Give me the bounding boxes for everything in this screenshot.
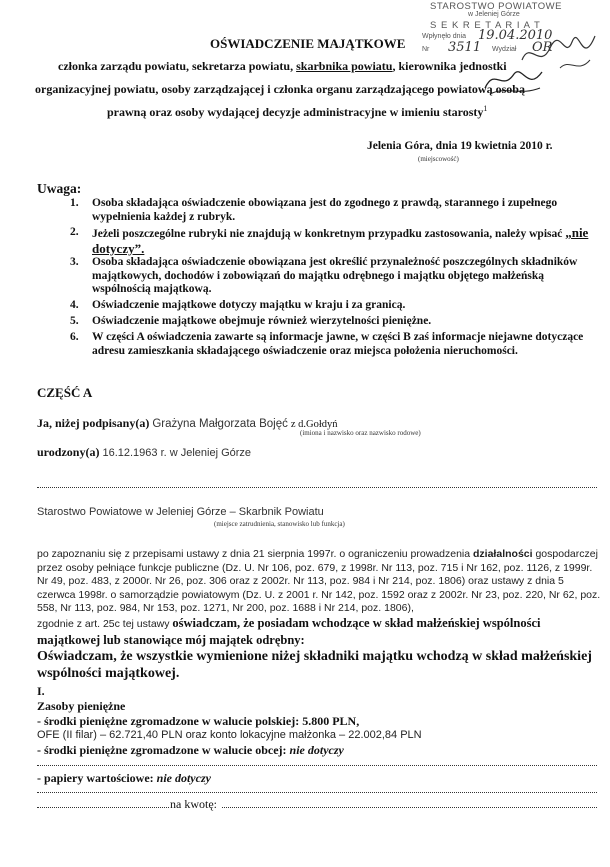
cash-ofe: OFE (II filar) – 62.721,40 PLN oraz konto lokacyjne małżonka – 22.002,84 PLN (37, 729, 422, 741)
birth-label: urodzony(a) (37, 445, 100, 459)
securities-label: - papiery wartościowe: (37, 771, 157, 785)
dotted-rule (37, 487, 597, 488)
declaration: Oświadczam, że wszystkie wymienione niżej składniki majątku wchodzą w skład małżeńskiej wspólności majątkowej. (37, 649, 592, 681)
notice-item-1-number: 1. (70, 197, 79, 209)
notice-item-6-text: W części A oświadczenia zawarte są informacje jawne, w części B zaś informacje niejawne dotyczące adresu zamieszkania składającego oświadczenie oraz miejsca położenia nieruchomości. (92, 331, 584, 357)
law-paragraph-rest: gospodarczej przez osoby pełniące funkcje publiczne (Dz. U. Nr 106, poz. 679, z 1998r. Nr 113, poz. 715 i Nr 162, poz. 1126, z 1999r. Nr 49, poz. 483, z 2000r. Nr 26, poz. 306 oraz z 2002r. Nr 113, poz. 984 i Nr 214, poz. 1806) oraz ustawy z dnia 5 czerwca 1998r. o samorządzie powiatowym (Dz. U. z 2001 r. Nr 142, poz. 1592 oraz z 2002r. Nr 23, poz. 220, Nr 62, poz. 558, Nr 113, poz. 984, Nr 153, poz. 1271, Nr 200, poz. 1688 i Nr 214, poz. 1806), (37, 548, 601, 614)
signatory-maiden-name: z d.Gołdyń (290, 419, 338, 430)
article-statement (37, 615, 605, 648)
signatory-caption: (imiona i nazwisko oraz nazwisko rodowe) (300, 429, 421, 437)
workplace-caption: (miejsce zatrudnienia, stanowisko lub funkcja) (214, 520, 345, 528)
notice-item-2-text (92, 226, 592, 257)
notice-item-3-number: 3. (70, 256, 79, 268)
notice-item-3 (70, 256, 590, 298)
notice-item-2-emphasis: „nie dotyczy”. (92, 225, 589, 256)
securities (37, 771, 211, 786)
stamp-department-label: Wydział (492, 46, 517, 53)
notice-item-4-text: Oświadczenie majątkowe dotyczy majątku w kraju i za granicą. (92, 299, 406, 311)
registry-stamp (420, 0, 598, 62)
dotted-rule (222, 807, 597, 808)
law-paragraph-start: po zapoznaniu się z przepisami ustawy z dnia 21 sierpnia 1997r. o ograniczeniu prowadzenia (37, 548, 474, 560)
notice-item-6-number: 6. (70, 331, 79, 343)
notice-item-4-number: 4. (70, 299, 79, 311)
notice-item-2-text-main: Jeżeli poszczególne rubryki nie znajdują w konkretnym przypadku zastosowania, należy wpisać (92, 228, 566, 240)
notice-item-5 (70, 315, 590, 329)
birth-line (37, 445, 251, 460)
dotted-rule (37, 792, 597, 793)
header-line-3 (107, 104, 487, 120)
cash-foreign-value: nie dotyczy (289, 743, 344, 757)
footnote-marker: 1 (483, 104, 488, 113)
notice-item-5-number: 5. (70, 315, 79, 327)
section-roman-one: I. (37, 684, 45, 698)
cash-pln: - środki pieniężne zgromadzone w walucie polskiej: 5.800 PLN, (37, 714, 360, 728)
place-caption: (miejscowość) (418, 155, 459, 163)
notice-item-6 (70, 331, 590, 373)
law-paragraph (37, 548, 605, 616)
header-line-2: organizacyjnej powiatu, osoby zarządzającej i członka organu zarządzającego powiatową osobą (35, 82, 525, 96)
notice-heading: Uwaga: (37, 181, 82, 196)
header-line-1-end: , kierownika jednostki (392, 59, 507, 73)
birth-value: 16.12.1963 r. w Jeleniej Górze (102, 447, 252, 459)
document-title: OŚWIADCZENIE MAJĄTKOWE (210, 36, 406, 51)
notice-item-1-text: Osoba składająca oświadczenie obowiązana jest do zgodnego z prawdą, starannego i zupełnego wypełnienia każdej z rubryk. (92, 197, 558, 223)
signatory-label: Ja, niżej podpisany(a) (37, 416, 150, 430)
place-date: Jelenia Góra, dnia 19 kwietnia 2010 r. (367, 140, 553, 152)
notice-item-1 (70, 197, 590, 225)
law-paragraph-bold: działalności (473, 548, 533, 560)
cash-foreign-label: - środki pieniężne zgromadzone w walucie obcej: (37, 743, 290, 757)
signatory-line (37, 416, 338, 431)
part-a-heading: CZĘŚĆ A (37, 385, 93, 400)
stamp-received-label: Wpłynęło dnia (422, 33, 466, 40)
stamp-number-value: 3511 (448, 40, 482, 55)
header-line-1-start: członka zarządu powiatu, sekretarza powiatu, (58, 59, 297, 73)
stamp-office-name: STAROSTWO POWIATOWE (430, 1, 562, 12)
stamp-number-label: Nr (422, 46, 430, 53)
header-line-3-text: prawną oraz osoby wydającej decyzje administracyjne w imieniu starosty (107, 105, 484, 119)
cash-heading: Zasoby pieniężne (37, 699, 126, 713)
notice-item-5-text: Oświadczenie majątkowe obejmuje również wierzytelności pieniężne. (92, 315, 432, 327)
amount-label: na kwotę: (170, 797, 217, 811)
workplace: Starostwo Powiatowe w Jeleniej Górze – Skarbnik Powiatu (37, 506, 324, 518)
notice-item-2-number: 2. (70, 226, 79, 238)
stamp-secretariat: S E K R E T A R I A T (430, 20, 541, 31)
header-line-1 (58, 59, 507, 74)
stamp-received-date: 19.04.2010 (478, 28, 553, 43)
article-statement-intro: zgodnie z art. 25c tej ustawy (37, 618, 173, 630)
header-line-1-underlined: skarbnika powiatu (296, 59, 393, 73)
article-statement-bold: oświadczam, że posiadam wchodzące w skład małżeńskiej wspólności majątkowej lub stanowiące mój majątek odrębny: (37, 616, 541, 647)
stamp-city: w Jeleniej Górze (468, 11, 520, 18)
signatory-name: Grażyna Małgorzata Bojęć (152, 418, 288, 430)
dotted-rule (37, 765, 597, 766)
notice-item-3-text: Osoba składająca oświadczenie obowiązana jest określić przynależność poszczególnych składników majątkowych, dochodów i zobowiązań do majątku odrębnego i majątku objętego małżeńską wspólnością majątkową. (92, 256, 578, 295)
securities-value: nie dotyczy (156, 771, 211, 785)
notice-item-2 (70, 226, 590, 254)
dotted-rule (37, 807, 169, 808)
stamp-department-value: OR (532, 40, 553, 55)
notice-item-4 (70, 299, 590, 313)
cash-foreign (37, 743, 344, 758)
